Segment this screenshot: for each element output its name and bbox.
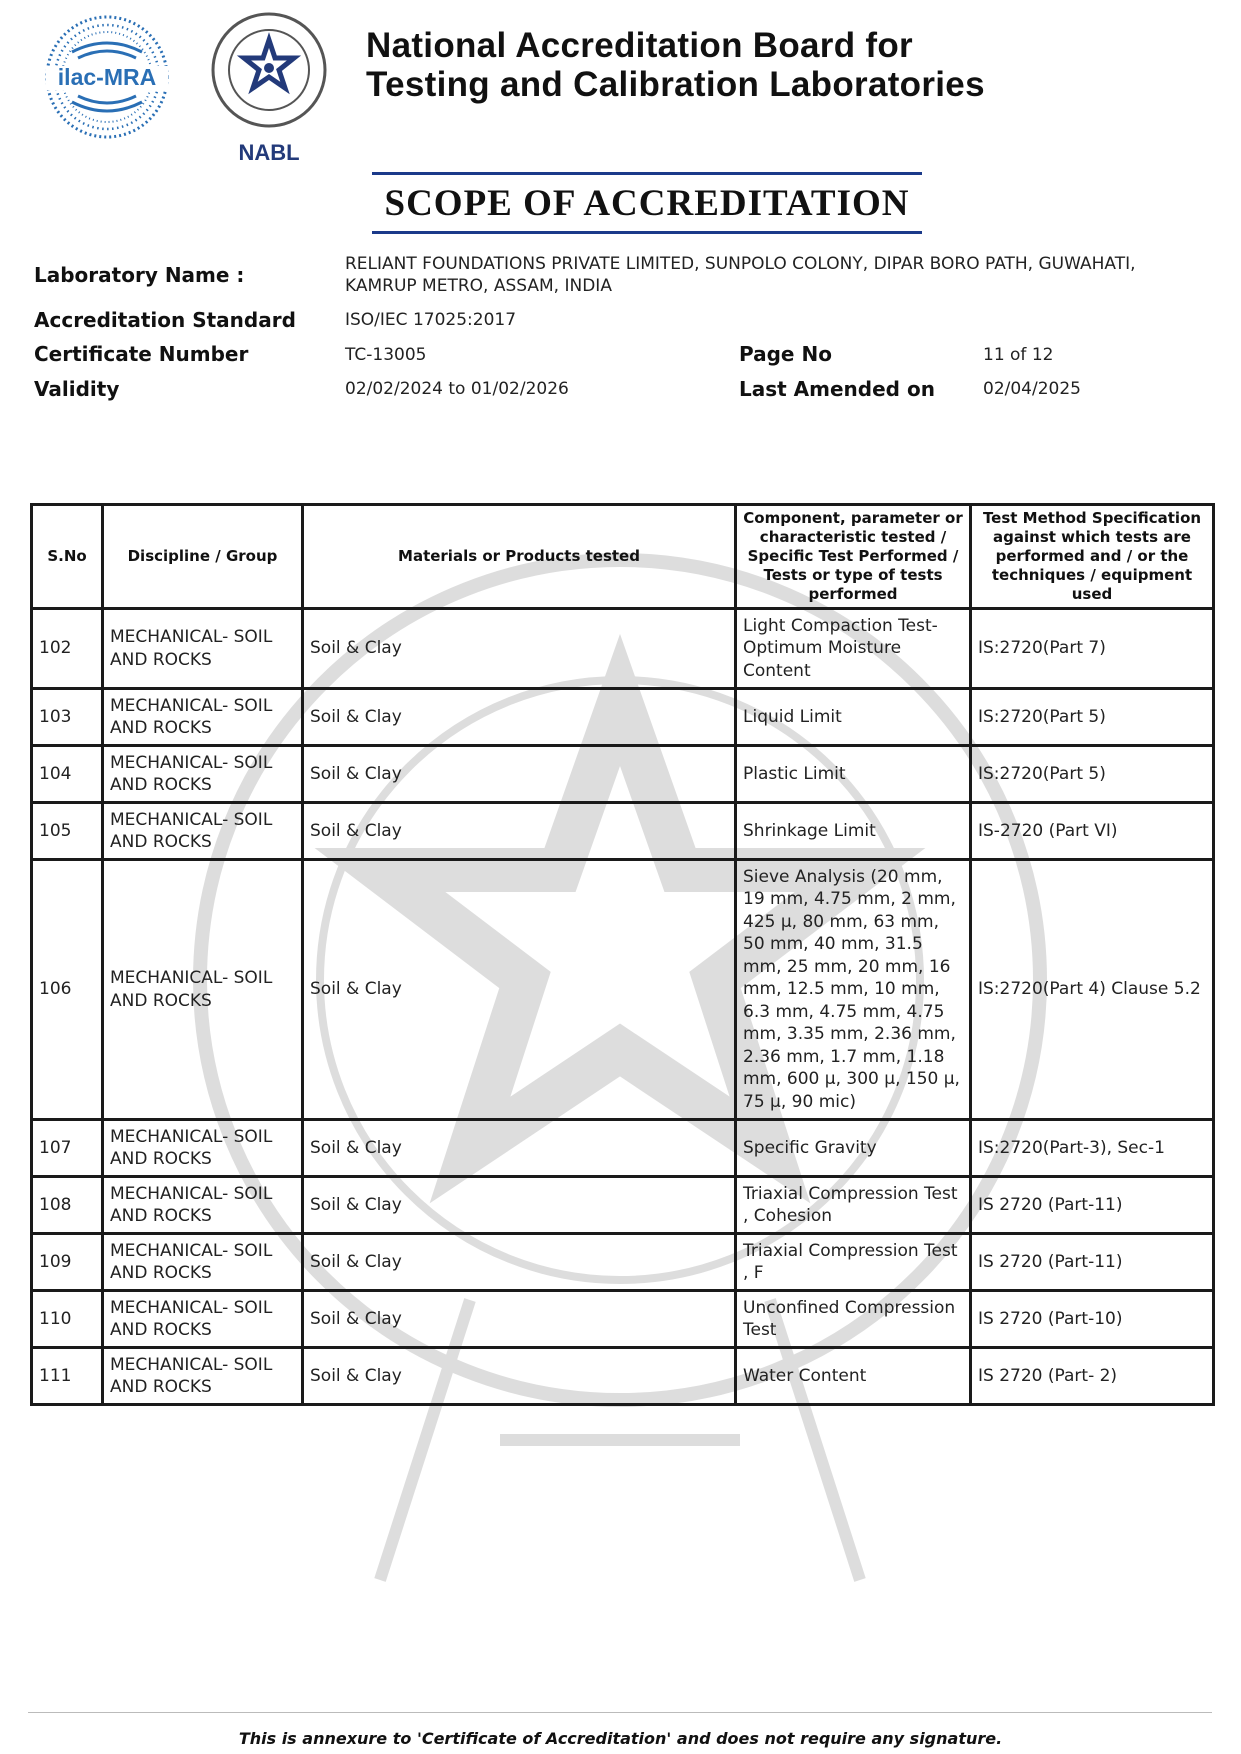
cell-discipline: MECHANICAL- SOIL AND ROCKS	[103, 1291, 303, 1348]
cell-discipline: MECHANICAL- SOIL AND ROCKS	[103, 803, 303, 860]
header-discipline: Discipline / Group	[103, 505, 303, 609]
nabl-logo	[208, 10, 330, 172]
cell-sno: 104	[32, 746, 103, 803]
cell-method: IS 2720 (Part-11)	[971, 1234, 1214, 1291]
cell-discipline: MECHANICAL- SOIL AND ROCKS	[103, 860, 303, 1120]
table-header-row	[32, 505, 1214, 609]
page-value: 11 of 12	[983, 345, 1054, 365]
cell-discipline: MECHANICAL- SOIL AND ROCKS	[103, 689, 303, 746]
cell-discipline: MECHANICAL- SOIL AND ROCKS	[103, 609, 303, 689]
cell-discipline: MECHANICAL- SOIL AND ROCKS	[103, 1348, 303, 1405]
cell-component: Shrinkage Limit	[736, 803, 971, 860]
table-row	[32, 860, 1214, 1120]
scope-table	[30, 503, 1215, 1406]
cell-material: Soil & Clay	[303, 803, 736, 860]
validity-value: 02/02/2024 to 01/02/2026	[345, 379, 569, 399]
cell-material: Soil & Clay	[303, 1177, 736, 1234]
cell-method: IS:2720(Part 7)	[971, 609, 1214, 689]
cell-discipline: MECHANICAL- SOIL AND ROCKS	[103, 746, 303, 803]
cell-method: IS 2720 (Part- 2)	[971, 1348, 1214, 1405]
table-row	[32, 1348, 1214, 1405]
cell-material: Soil & Clay	[303, 689, 736, 746]
header-method: Test Method Specification against which tests are performed and / or the techniques / equipment used	[971, 505, 1214, 609]
cert-label: Certificate Number	[34, 342, 249, 366]
cell-sno: 105	[32, 803, 103, 860]
scope-table-wrap	[30, 503, 1212, 1406]
cell-discipline: MECHANICAL- SOIL AND ROCKS	[103, 1120, 303, 1177]
cell-material: Soil & Clay	[303, 1120, 736, 1177]
cell-method: IS-2720 (Part VI)	[971, 803, 1214, 860]
ilac-mra-logo	[44, 14, 170, 140]
cell-method: IS:2720(Part 5)	[971, 689, 1214, 746]
header-materials: Materials or Products tested	[303, 505, 736, 609]
cell-material: Soil & Clay	[303, 860, 736, 1120]
org-title-line1: National Accreditation Board for	[366, 26, 913, 65]
validity-label: Validity	[34, 377, 120, 401]
org-title	[366, 26, 985, 104]
cell-sno: 102	[32, 609, 103, 689]
table-row	[32, 746, 1214, 803]
cell-sno: 103	[32, 689, 103, 746]
cert-value: TC-13005	[345, 345, 427, 365]
cell-sno: 108	[32, 1177, 103, 1234]
scope-title: SCOPE OF ACCREDITATION	[384, 182, 910, 224]
cell-component: Sieve Analysis (20 mm, 19 mm, 4.75 mm, 2 mm, 425 µ, 80 mm, 63 mm, 50 mm, 40 mm, 31.5 mm, 25 mm, 20 mm, 16 mm, 12.5 mm, 10 mm, 6.3 mm, 4.75 mm, 4.75 mm, 3.35 mm, 2.36 mm, 2.36 mm, 1.7 mm, 1.18 mm, 600 µ, 300 µ, 150 µ, 75 µ, 90 mic)	[736, 860, 971, 1120]
table-row	[32, 1120, 1214, 1177]
lab-name-line1: RELIANT FOUNDATIONS PRIVATE LIMITED, SUNPOLO COLONY, DIPAR BORO PATH, GUWAHATI,	[345, 254, 1136, 274]
cell-component: Water Content	[736, 1348, 971, 1405]
header-sno: S.No	[32, 505, 103, 609]
table-row	[32, 1291, 1214, 1348]
table-row	[32, 609, 1214, 689]
cell-method: IS:2720(Part 5)	[971, 746, 1214, 803]
amended-value: 02/04/2025	[983, 379, 1081, 399]
lab-name-line2: KAMRUP METRO, ASSAM, INDIA	[345, 276, 612, 296]
svg-text:ilac-MRA: ilac-MRA	[57, 64, 157, 90]
cell-component: Triaxial Compression Test , Cohesion	[736, 1177, 971, 1234]
amended-label: Last Amended on	[739, 377, 935, 401]
table-row	[32, 1177, 1214, 1234]
cell-discipline: MECHANICAL- SOIL AND ROCKS	[103, 1234, 303, 1291]
cell-sno: 110	[32, 1291, 103, 1348]
cell-component: Liquid Limit	[736, 689, 971, 746]
cell-component: Triaxial Compression Test , F	[736, 1234, 971, 1291]
page-label: Page No	[739, 342, 832, 366]
footer-note: This is annexure to 'Certificate of Accreditation' and does not require any signature.	[238, 1729, 1003, 1748]
org-title-line2: Testing and Calibration Laboratories	[366, 65, 985, 104]
cell-sno: 106	[32, 860, 103, 1120]
cell-method: IS:2720(Part 4) Clause 5.2	[971, 860, 1214, 1120]
cell-material: Soil & Clay	[303, 1234, 736, 1291]
cell-material: Soil & Clay	[303, 1291, 736, 1348]
cell-discipline: MECHANICAL- SOIL AND ROCKS	[103, 1177, 303, 1234]
cell-material: Soil & Clay	[303, 609, 736, 689]
cell-component: Unconfined Compression Test	[736, 1291, 971, 1348]
footer-divider	[28, 1712, 1212, 1713]
cell-material: Soil & Clay	[303, 1348, 736, 1405]
cell-sno: 107	[32, 1120, 103, 1177]
cell-method: IS:2720(Part-3), Sec-1	[971, 1120, 1214, 1177]
table-row	[32, 803, 1214, 860]
standard-label: Accreditation Standard	[34, 308, 296, 332]
lab-name-value	[345, 253, 1136, 297]
scope-title-box	[372, 172, 922, 234]
header-component: Component, parameter or characteristic tested / Specific Test Performed / Tests or type of tests performed	[736, 505, 971, 609]
lab-name-label: Laboratory Name :	[34, 263, 245, 287]
cell-component: Plastic Limit	[736, 746, 971, 803]
cell-method: IS 2720 (Part-10)	[971, 1291, 1214, 1348]
cell-sno: 109	[32, 1234, 103, 1291]
table-row	[32, 689, 1214, 746]
cell-method: IS 2720 (Part-11)	[971, 1177, 1214, 1234]
svg-text:NABL: NABL	[238, 140, 300, 165]
cell-component: Light Compaction Test- Optimum Moisture Content	[736, 609, 971, 689]
cell-component: Specific Gravity	[736, 1120, 971, 1177]
cell-sno: 111	[32, 1348, 103, 1405]
table-row	[32, 1234, 1214, 1291]
standard-value: ISO/IEC 17025:2017	[345, 310, 517, 330]
cell-material: Soil & Clay	[303, 746, 736, 803]
